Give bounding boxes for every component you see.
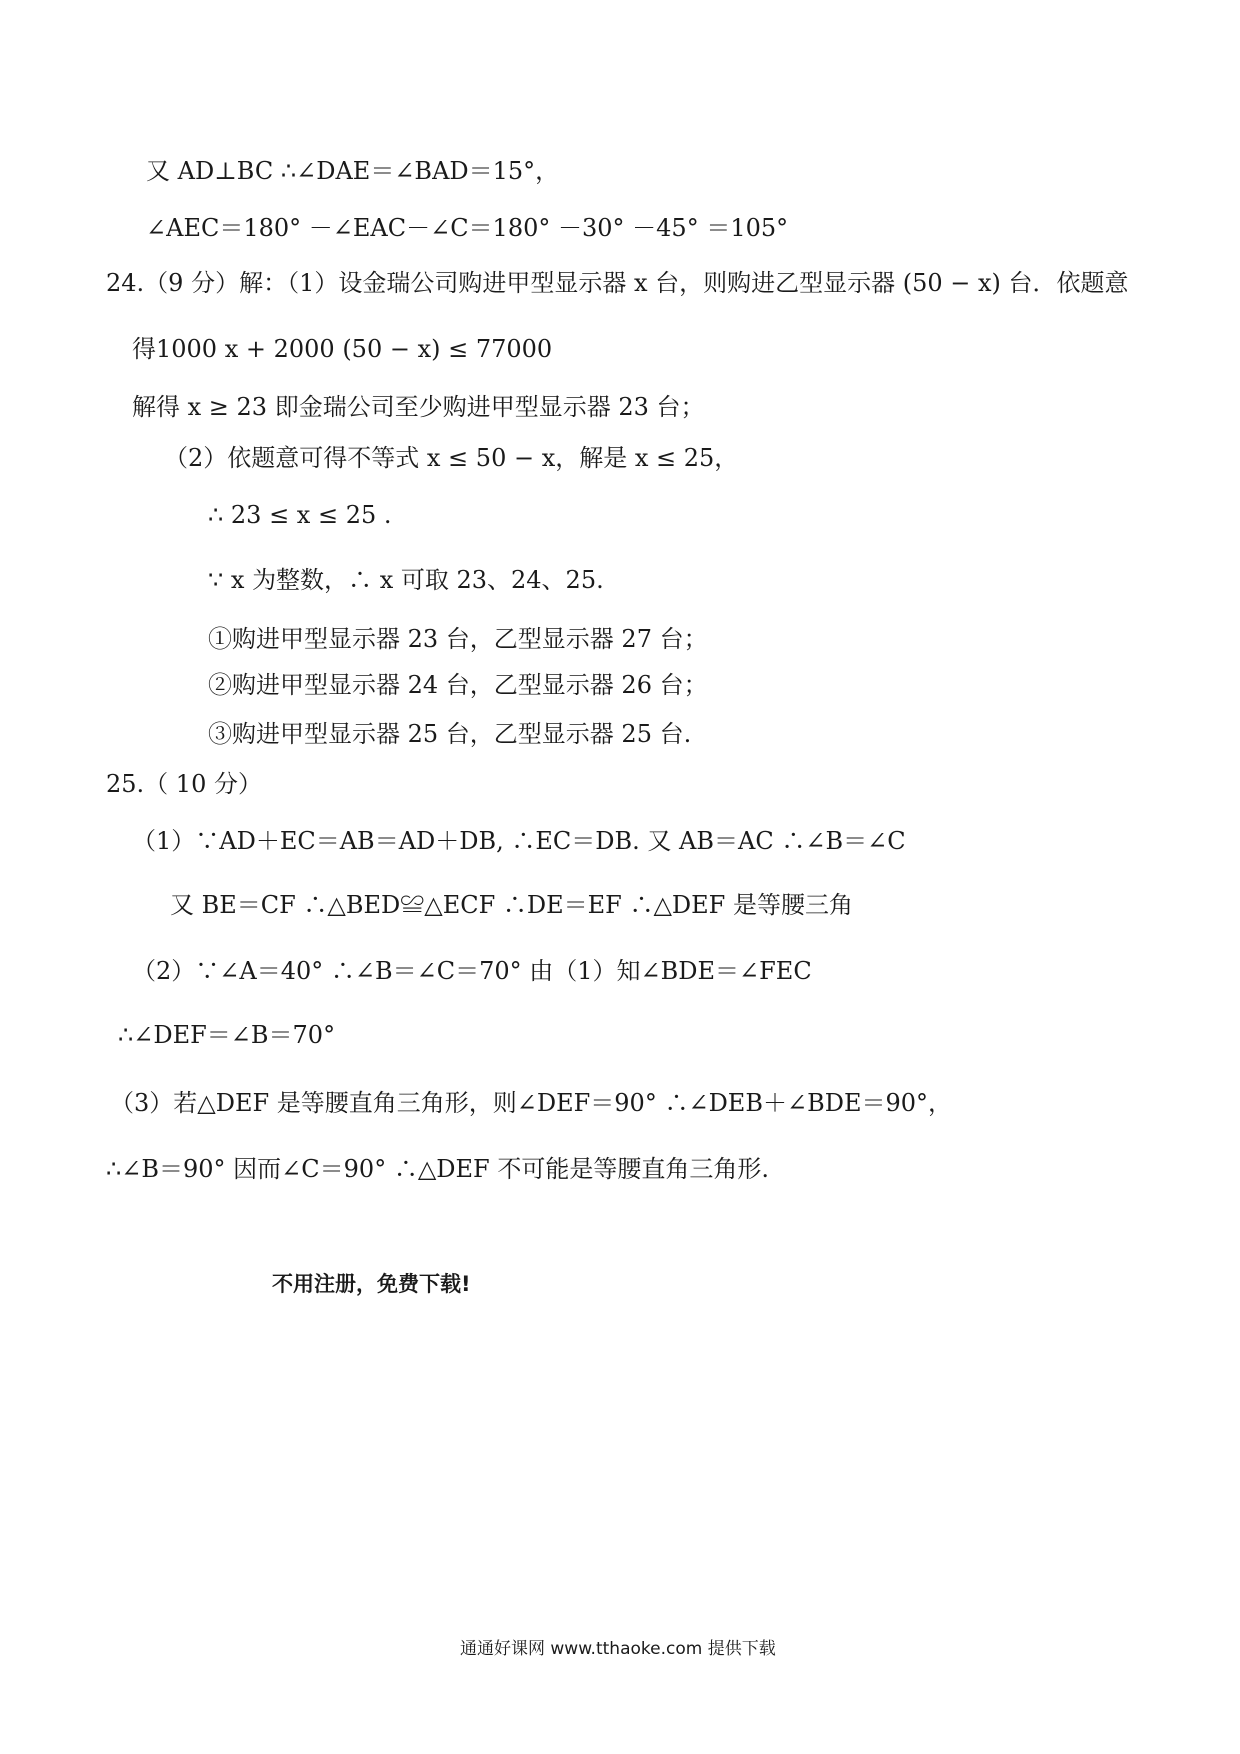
question-25-header: 25.（ 10 分） xyxy=(106,770,262,798)
line-integer: ∵ x 为整数，∴ x 可取 23、24、25. xyxy=(208,566,604,594)
line-1: 又 AD⊥BC ∴∠DAE＝∠BAD＝15°， xyxy=(146,157,560,185)
line-25-part-3: （3）若△DEF 是等腰直角三角形，则∠DEF＝90° ∴∠DEB＋∠BDE＝90°， xyxy=(110,1089,953,1117)
option-1: ①购进甲型显示器 23 台，乙型显示器 27 台； xyxy=(208,625,708,653)
line-range: ∴ 23 ≤ x ≤ 25 . xyxy=(208,501,392,529)
line-25-angle-def: ∴∠DEF＝∠B＝70° xyxy=(118,1021,336,1049)
line-solution-1: 解得 x ≥ 23 即金瑞公司至少购进甲型显示器 23 台； xyxy=(132,393,705,421)
line-inequality: 得1000 x + 2000 (50 − x) ≤ 77000 xyxy=(132,335,553,363)
download-notice: 不用注册，免费下载! xyxy=(272,1272,471,1296)
line-25-part-1: （1）∵AD＋EC＝AB＝AD＋DB, ∴EC＝DB. 又 AB＝AC ∴∠B＝∠C xyxy=(132,827,906,855)
question-24-header: 24.（9 分）解：（1）设金瑞公司购进甲型显示器 x 台，则购进乙型显示器 (50 − x) 台．依题意 xyxy=(106,269,1129,297)
line-part-2: （2）依题意可得不等式 x ≤ 50 − x，解是 x ≤ 25， xyxy=(164,444,739,472)
line-2: ∠AEC＝180° －∠EAC－∠C＝180° －30° －45° ＝105° xyxy=(146,214,789,242)
line-25-congruence: 又 BE＝CF ∴△BED≌△ECF ∴DE＝EF ∴△DEF 是等腰三角 xyxy=(170,891,853,919)
option-2: ②购进甲型显示器 24 台，乙型显示器 26 台； xyxy=(208,671,708,699)
page-footer: 通通好课网 www.tthaoke.com 提供下载 xyxy=(460,1639,776,1659)
line-25-conclusion: ∴∠B＝90° 因而∠C＝90° ∴△DEF 不可能是等腰直角三角形. xyxy=(106,1155,769,1183)
option-3: ③购进甲型显示器 25 台，乙型显示器 25 台. xyxy=(208,720,692,748)
line-25-part-2: （2）∵∠A＝40° ∴∠B＝∠C＝70° 由（1）知∠BDE＝∠FEC xyxy=(132,957,812,985)
